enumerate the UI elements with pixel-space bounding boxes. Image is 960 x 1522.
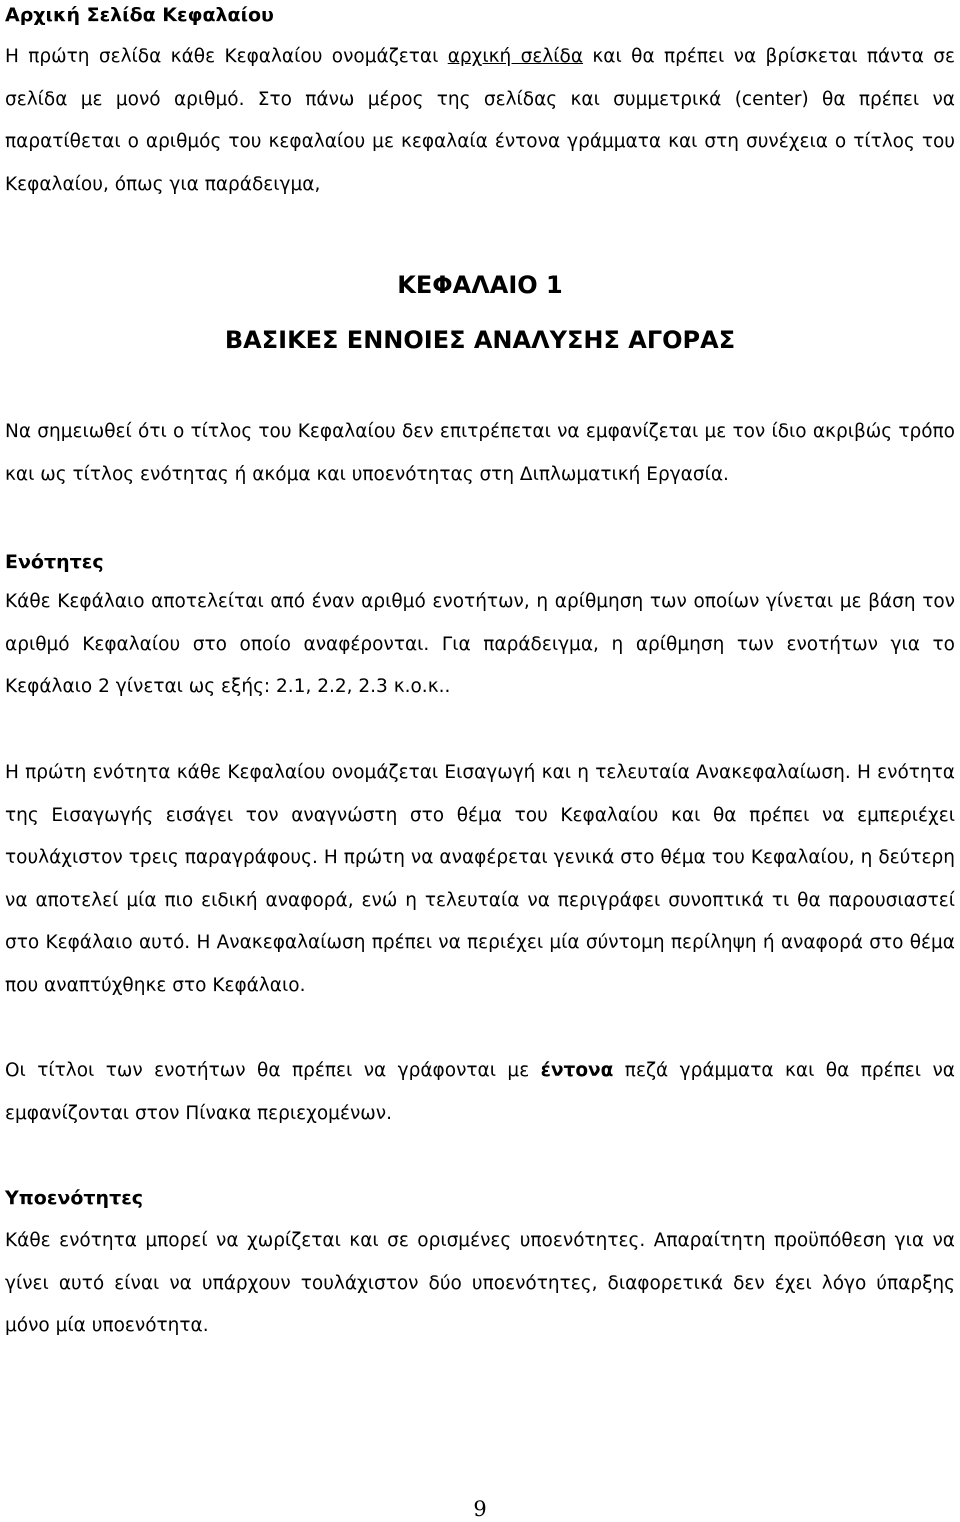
bold-word: έντονα xyxy=(540,1060,614,1081)
main-heading: Αρχική Σελίδα Κεφαλαίου xyxy=(5,4,274,26)
sections-paragraph-intro-summary: Η πρώτη ενότητα κάθε Κεφαλαίου ονομάζεται Εισαγωγή και η τελευταία Ανακεφαλαίωση. Η ενότητα της Εισαγωγής εισάγει τον αναγνώστη στο θέμα του Κεφαλαίου και θα πρέπει να εμπεριέχει τουλάχιστον τρεις παραγράφους. Η πρώτη να αναφέρεται γενικά στο θέμα του Κεφαλαίου, η δεύτερη να αποτελεί μία πιο ειδική αναφορά, ενώ η τελευταία να περιγράφει συνοπτικά τι θα παρουσιαστεί στο Κεφάλαιο αυτό. Η Ανακεφαλαίωση πρέπει να περιέχει μία σύντομη περίληψη ή αναφορά στο θέμα που αναπτύχθηκε στο Κεφάλαιο. xyxy=(5,762,955,996)
sections-heading: Ενότητες xyxy=(5,551,104,573)
intro-text-end: και θα πρέπει να βρίσκεται πάντα σε σελίδα με μονό αριθμό. Στο πάνω μέρος της σελίδας και συμμετρικά (center) θα πρέπει να παρατίθεται ο αριθμός του κεφαλαίου με κεφαλαία έντονα γράμματα και στη συνέχεια ο τίτλος του Κεφαλαίου, όπως για παράδειγμα, xyxy=(5,46,955,195)
subsections-heading: Υποενότητες xyxy=(5,1187,144,1209)
intro-text-start: Η πρώτη σελίδα κάθε Κεφαλαίου ονομάζεται xyxy=(5,46,448,67)
subsections-paragraph: Κάθε ενότητα μπορεί να χωρίζεται και σε ορισμένες υποενότητες. Απαραίτητη προϋπόθεση για να γίνει αυτό είναι να υπάρχουν τουλάχιστον δύο υποενότητες, διαφορετικά δεν έχει λόγο ύπαρξης μόνο μία υποενότητα. xyxy=(5,1230,955,1336)
note-paragraph: Να σημειωθεί ότι ο τίτλος του Κεφαλαίου δεν επιτρέπεται να εμφανίζεται με τον ίδιο ακριβώς τρόπο και ως τίτλος ενότητας ή ακόμα και υποενότητας στη Διπλωματική Εργασία. xyxy=(5,421,955,485)
chapter-title-example: ΒΑΣΙΚΕΣ ΕΝΝΟΙΕΣ ΑΝΑΛΥΣΗΣ ΑΓΟΡΑΣ xyxy=(224,326,736,354)
titles-text-end: πεζά γράμματα και θα πρέπει να εμφανίζονται στον Πίνακα περιεχομένων. xyxy=(5,1060,955,1124)
titles-text-start: Οι τίτλοι των ενοτήτων θα πρέπει να γράφονται με xyxy=(5,1060,541,1081)
sections-paragraph-numbering: Κάθε Κεφάλαιο αποτελείται από έναν αριθμό ενοτήτων, η αρίθμηση των οποίων γίνεται με βάση τον αριθμό Κεφαλαίου στο οποίο αναφέρονται. Για παράδειγμα, η αρίθμηση των ενοτήτων για το Κεφάλαιο 2 γίνεται ως εξής: 2.1, 2.2, 2.3 κ.ο.κ.. xyxy=(5,591,955,697)
sections-paragraph-titles xyxy=(5,1050,955,1135)
first-page-link-text: αρχική σελίδα xyxy=(447,46,584,67)
page-number: 9 xyxy=(473,1497,487,1521)
chapter-number-example: ΚΕΦΑΛΑΙΟ 1 xyxy=(397,271,563,299)
intro-paragraph xyxy=(5,36,955,206)
